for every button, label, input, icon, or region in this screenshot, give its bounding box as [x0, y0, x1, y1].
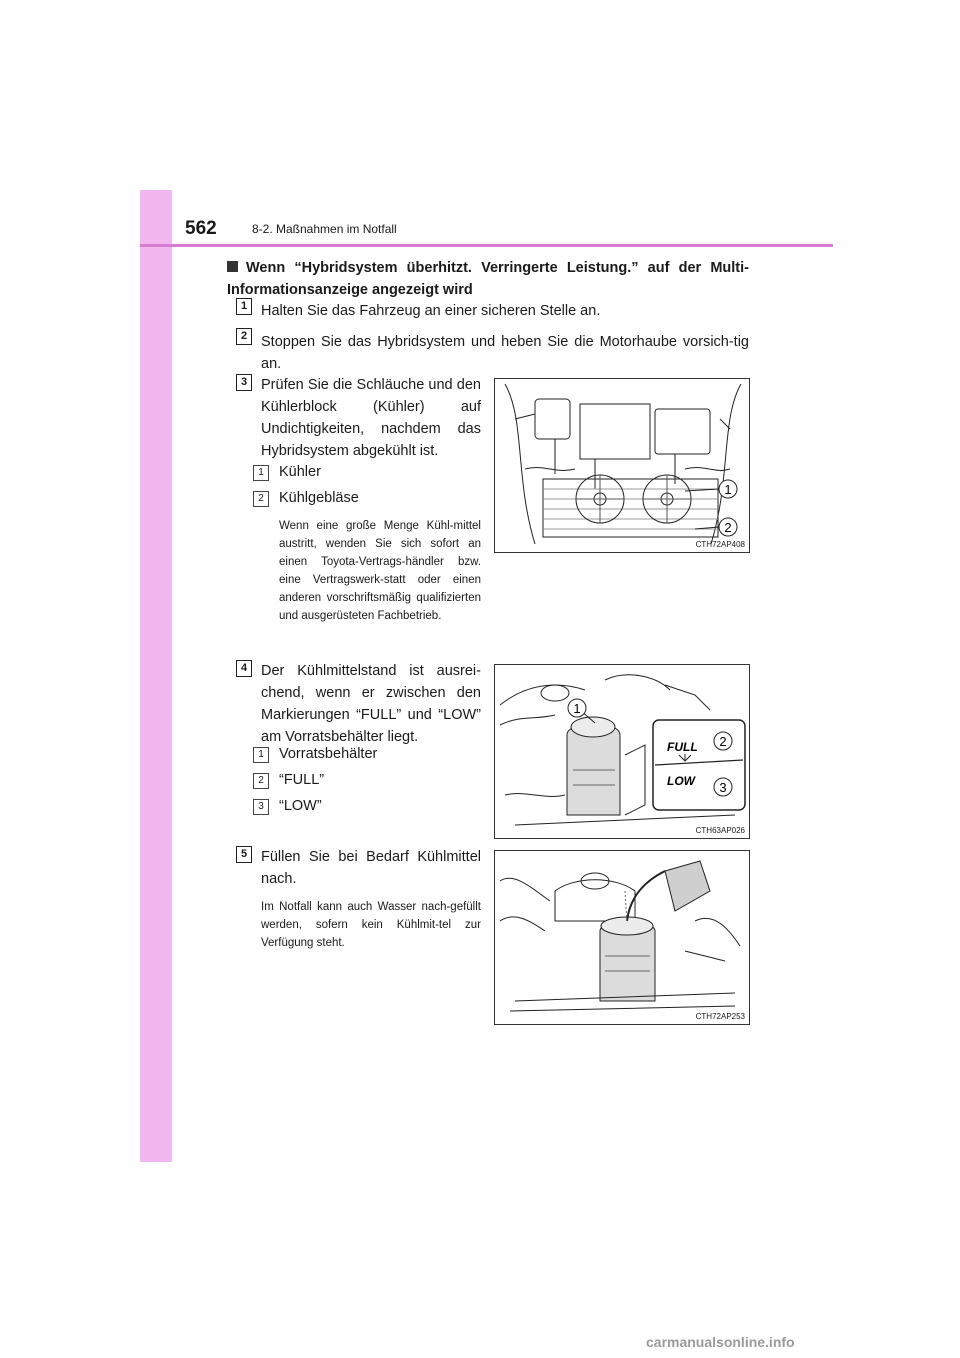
step-4-item-2: [253, 772, 324, 789]
step-2-text: Stoppen Sie das Hybridsystem und heben Sie die Motorhaube vorsich-tig an.: [261, 334, 749, 372]
watermark: carmanualsonline.info: [646, 1334, 795, 1350]
item-label: “FULL”: [279, 772, 325, 788]
section-title: 8-2. Maßnahmen im Notfall: [252, 222, 397, 236]
step-number-3: 3: [236, 374, 252, 391]
item-number: 2: [253, 773, 269, 789]
figure-refill-coolant: [494, 850, 750, 1025]
step-4-text: Der Kühlmittelstand ist ausrei-chend, wenn er zwischen den Markierungen “FULL” und “LOW” am Vorratsbehälter liegt.: [261, 663, 481, 745]
item-label: Kühlgebläse: [279, 490, 359, 506]
item-label: Kühler: [279, 464, 321, 480]
item-number: 2: [253, 491, 269, 507]
callout-1: 1: [573, 701, 581, 716]
step-5-note: Im Notfall kann auch Wasser nach-gefüllt werden, sofern kein Kühlmit-tel zur Verfügung steht.: [261, 901, 481, 949]
figure-reservoir-levels: [494, 664, 750, 839]
figure-code: CTH72AP408: [695, 540, 745, 549]
step-4-item-1: [253, 746, 377, 763]
item-number: 1: [253, 747, 269, 763]
item-label: Vorratsbehälter: [279, 746, 378, 762]
square-bullet-icon: [227, 261, 238, 272]
item-label: “LOW”: [279, 798, 322, 814]
step-number-1: 1: [236, 298, 252, 315]
callout-2: 2: [724, 520, 732, 535]
figure-engine-bay: [494, 378, 750, 553]
figure-code: CTH72AP253: [695, 1012, 745, 1021]
step-1-text: Halten Sie das Fahrzeug an einer sicheren Stelle an.: [261, 303, 601, 319]
side-tab-bar: [140, 190, 172, 1162]
item-number: 1: [253, 465, 269, 481]
low-marking: LOW: [667, 774, 695, 788]
callout-3: 3: [719, 780, 727, 795]
step-3-item-1: [253, 464, 321, 481]
reservoir-illustration: [495, 665, 750, 839]
step-3-item-2: [253, 490, 359, 507]
step-number-4: 4: [236, 660, 252, 677]
step-3-text: Prüfen Sie die Schläuche und den Kühlerblock (Kühler) auf Undichtigkeiten, nachdem das Hybridsystem abgekühlt ist.: [261, 377, 481, 459]
step-number-2: 2: [236, 328, 252, 345]
callout-1: 1: [724, 482, 732, 497]
page-number: 562: [185, 218, 217, 239]
figure-code: CTH63AP026: [695, 826, 745, 835]
item-number: 3: [253, 799, 269, 815]
heading-text: Wenn “Hybridsystem überhitzt. Verringerte Leistung.” auf der Multi-Informationsanzeige angezeigt wird: [227, 260, 749, 298]
refill-illustration: [495, 851, 750, 1025]
engine-bay-illustration: [495, 379, 750, 553]
full-marking: FULL: [667, 740, 698, 754]
header-rule: [140, 244, 833, 247]
step-number-5: 5: [236, 846, 252, 863]
step-5-text: Füllen Sie bei Bedarf Kühlmittel nach.: [261, 849, 481, 887]
callout-2: 2: [719, 734, 727, 749]
step-4-item-3: [253, 798, 322, 815]
section-heading: [227, 257, 749, 301]
step-3-note: Wenn eine große Menge Kühl-mittel austritt, wenden Sie sich sofort an einen Toyota-Vertrags-händler bzw. eine Vertragswerk-statt oder einen anderen vorschriftsmäßig qualifizierten und ausgerüsteten Fachbetrieb.: [279, 520, 481, 622]
